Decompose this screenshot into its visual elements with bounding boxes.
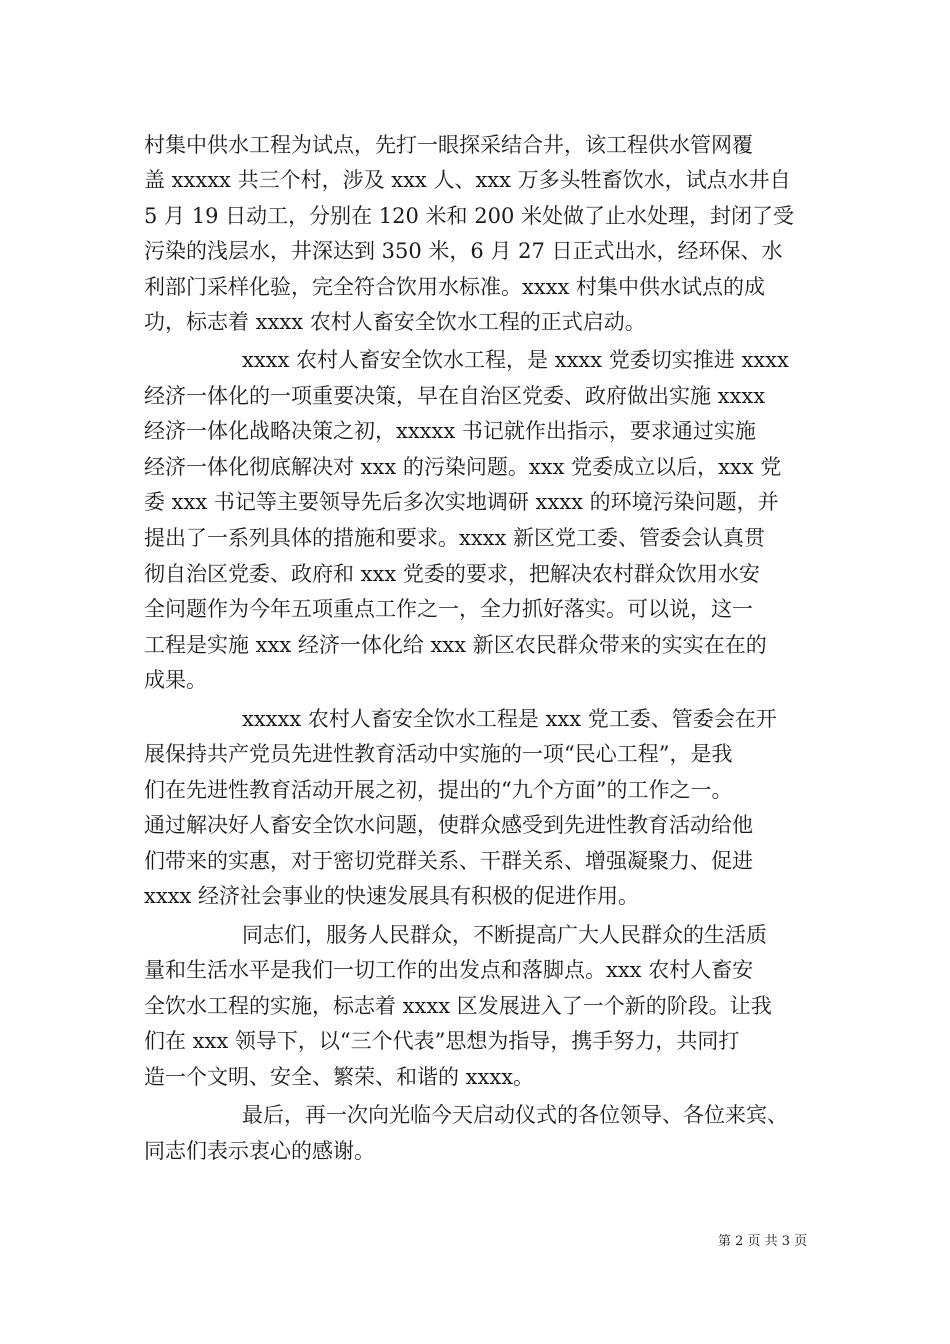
text-line: xxxx 农村人畜安全饮水工程，是 xxxx 党委切实推进 xxxx bbox=[242, 348, 789, 372]
text-line: 造一个文明、安全、繁荣、和谐的 xxxx。 bbox=[144, 1065, 535, 1089]
text-line: 委 xxx 书记等主要领导先后多次实地调研 xxxx 的环境污染问题，并 bbox=[144, 490, 779, 514]
text-line: 工程是实施 xxx 经济一体化给 xxx 新区农民群众带来的实实在在的 bbox=[144, 633, 767, 657]
text-line: 功，标志着 xxxx 农村人畜安全饮水工程的正式启动。 bbox=[144, 310, 646, 334]
text-line: 污染的浅层水，井深达到 350 米，6 月 27 日正式出水，经环保、水 bbox=[144, 239, 783, 263]
text-line: 经济一体化战略决策之初，xxxxx 书记就作出指示，要求通过实施 bbox=[144, 419, 756, 443]
text-line: 量和生活水平是我们一切工作的出发点和落脚点。xxx 农村人畜安 bbox=[144, 958, 754, 982]
text-line: 经济一体化的一项重要决策，早在自治区党委、政府做出实施 xxxx bbox=[144, 384, 766, 408]
text-line: 们在 xxx 领导下，以“三个代表”思想为指导，携手努力，共同打 bbox=[144, 1029, 740, 1053]
text-line: xxxxx 农村人畜安全饮水工程是 xxx 党工委、管委会在开 bbox=[242, 707, 777, 731]
text-line: 盖 xxxxx 共三个村，涉及 xxx 人、xxx 万多头牲畜饮水，试点水井自 bbox=[144, 168, 791, 192]
text-line: 村集中供水工程为试点，先打一眼探采结合井，该工程供水管网覆 bbox=[144, 133, 753, 157]
text-line: 同志们，服务人民群众，不断提高广大人民群众的生活质 bbox=[242, 923, 767, 947]
text-line: 成果。 bbox=[144, 668, 207, 692]
text-line: 5 月 19 日动工，分别在 120 米和 200 米处做了止水处理，封闭了受 bbox=[144, 204, 794, 228]
text-line: 彻自治区党委、政府和 xxx 党委的要求，把解决农村群众饮用水安 bbox=[144, 562, 760, 586]
text-line: 全问题作为今年五项重点工作之一，全力抓好落实。可以说，这一 bbox=[144, 597, 753, 621]
text-line: 最后，再一次向光临今天启动仪式的各位领导、各位来宾、 bbox=[242, 1103, 788, 1127]
text-line: xxxx 经济社会事业的快速发展具有积极的促进作用。 bbox=[144, 884, 640, 908]
text-line: 全饮水工程的实施，标志着 xxxx 区发展进入了一个新的阶段。让我 bbox=[144, 994, 772, 1018]
text-line: 同志们表示衷心的感谢。 bbox=[144, 1139, 375, 1163]
text-line: 们带来的实惠，对于密切党群关系、干群关系、增强凝聚力、促进 bbox=[144, 849, 753, 873]
text-line: 展保持共产党员先进性教育活动中实施的一项“民心工程”，是我 bbox=[144, 742, 733, 766]
text-line: 经济一体化彻底解决对 xxx 的污染问题。xxx 党委成立以后，xxx 党 bbox=[144, 455, 782, 479]
page-number: 第 2 页 共 3 页 bbox=[718, 1234, 808, 1249]
text-line: 通过解决好人畜安全饮水问题，使群众感受到先进性教育活动给他 bbox=[144, 813, 753, 837]
text-line: 们在先进性教育活动开展之初，提出的“九个方面”的工作之一。 bbox=[144, 778, 733, 802]
text-line: 利部门采样化验，完全符合饮用水标准。xxxx 村集中供水试点的成 bbox=[144, 275, 766, 299]
text-line: 提出了一系列具体的措施和要求。xxxx 新区党工委、管委会认真贯 bbox=[144, 526, 766, 550]
